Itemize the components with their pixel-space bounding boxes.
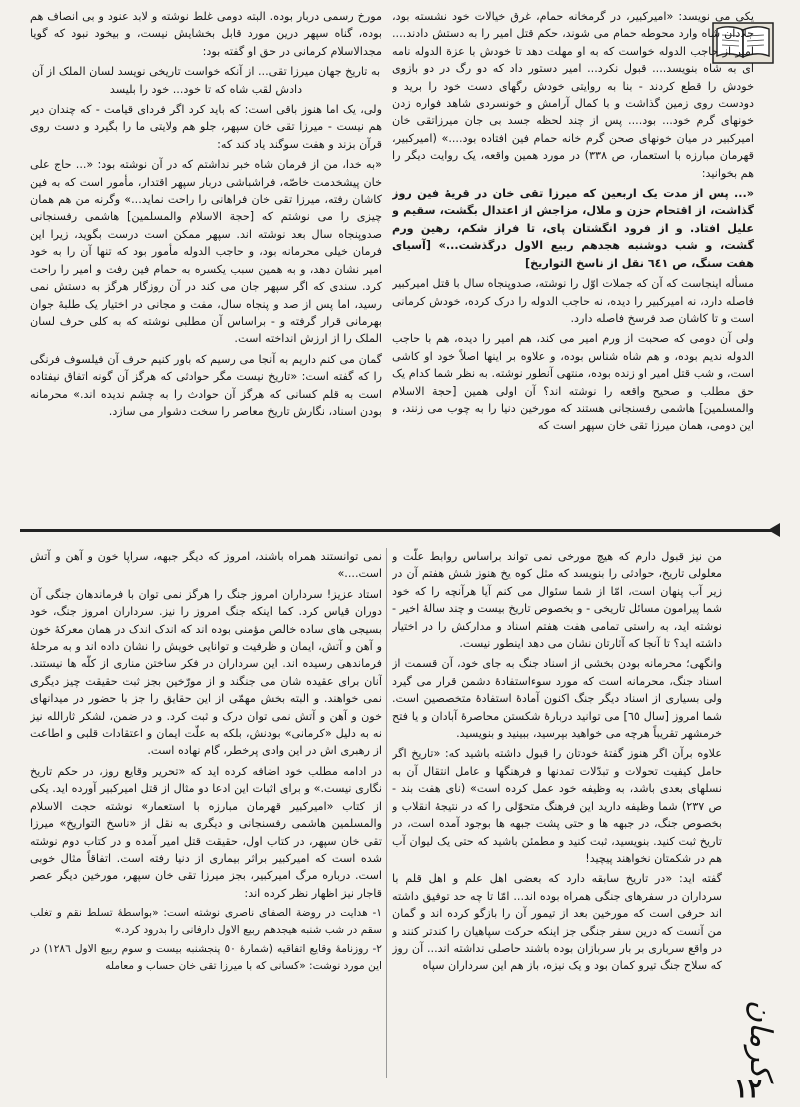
- paragraph: استاد عزیز! سرداران امروز جنگ را هرگز نمی توان با فرماندهان جنگی آن دوران قیاس کرد. کما اینکه جنگ امروز را نیز. سرداران امروز جنگ، خود بسیجی های ساده خالص مؤمنی بوده اند که اندک اندک در همان معرکهٔ خون و آهن و آتش، ایمان و ظرفیت و توانایی خویش را نشان داده اند و به مرحلهٔ فرماندهی رسیده اند. این سرداران در فکر ساختن مناری از کلّه ها نیستند. آنان برای عقیده شان می جنگند و از مورّخین بجز ثبت حقیقت چیز دیگری نمی خواهند. و البته بخش مهمّی از این حقایق را جز با حضور در میدانهای خون و آهن و آتش نمی توان درک و ثبت کرد. و در ضمن، لشکر ثارالله نیز نه به دلیل «کرمانی» بودنش، بلکه به علّت ایمان و اعتقادات قلبی و اطاعت از رهبری اش در این وادی پرخطر، گام نهاده است.: [30, 587, 382, 758]
- paragraph: نمی توانستند همراه باشند، امروز که دیگر جبهه، سراپا خون و آهن و آتش است....»: [30, 550, 382, 581]
- paragraph: وانگهی؛ محرمانه بودن بخشی از اسناد جنگ به جای خود، آن قسمت از اسناد جنگ، محرمانه است که مورد سوءاستفادهٔ دشمن قرار می گیرد ولی بسیاری از اسناد دیگر جنگ اکنون آمادهٔ استفادهٔ متخصصین است. شما امروز [سال ٦٥] می توانید دربارهٔ شکستن محاصرهٔ آبادان و یا فتح خرمشهر تقریباً هرچه می خواهید بپرسید، ببینید و بنویسید.: [392, 657, 722, 741]
- quote-paragraph: «... پس از مدت یک اربعین که میرزا تقی خان در قریهٔ فین روز گذاشت، از اقتحام حزن و ملال، مزاجش از اعتدال بگشت، سقیم و علیل افتاد. و از فرود انگشتان پای، تا فراز شکم، رهین ورم گشت، و شب دوشنبه هجدهم ربیع الاول درگذشت...» [آسیای هفت سنگ، ص ٦٤١ نقل از ناسخ التواریخ]: [392, 187, 754, 270]
- upper-left-column: [30, 8, 382, 523]
- paragraph: یکی می نویسد: «امیرکبیر، در گرمخانه حمام، غرق خیالات خود نشسته بود، جلادان شاه وارد محوطه حمام می شوند، حکم قتل امیر را به دستش دادند.... امیر از حاجب الدوله خواست که به او مهلت دهد تا خودش با عزة الدوله نامه ای به شاه بنویسد.... قبول نکرد... امیر دستور داد که دو رگ در دو بازوی خودش را قطع کردند - بنا به روایتی خودش رگهای دست خود را برید و دودست روی زمین گذاشت و با کمال آرامش و خونسردی شاهد فواره زدن خونهای گرم خود... بود.... پس از چند لحظه جسد بی جان میرزاتقی خان امیرکبیر در میان خونهای صحن گرم خانه حمام فین افتاده بود....» (امیرکبیر، قهرمان مبارزه با استعمار، ص ٣٣٨) در مورد همین واقعه، یک روایت دیگر را هم بخوانید:: [392, 10, 754, 180]
- quote-paragraph: «به خدا، من از فرمان شاه خبر نداشتم که در آن نوشته بود: «... حاج علی خان پیشخدمت خاصّه، فراشباشی دربار سپهر اقتدار، مأمور است که به فین کاشان رفته، میرزا تقی خان فراهانی را راحت نماید...» وگرنه من هم همان چیزی را می نوشتم که [حجة الاسلام والمسلمین] هاشمی رفسنجانی صدوپنجاه سال بعد نوشته اند. سپهر ممکن است درست بگوید، زیرا این فرمان خیلی محرمانه بود، و حاجب الدوله مأمور بود که تنها آن را به خود امیر نشان دهد، و به همین سبب یکسره به حمام فین رفت و امیر را راحت کرد. سندی که اگر سپهر جان می کند در آن روزگار هرگز به دستش نمی رسید، اما پس از صد و پنجاه سال، مفت و مجانی در اختیار یک طلبهٔ جوان بهرمانی قرار گرفته و - براساس آن مطلبی نوشته که به کلی حرف لسان الملک را از ارزش انداخته است.: [30, 158, 382, 346]
- poem: به تاریخ جهان میرزا تقی... از آنکه خواست تاریخی نویسد لسان الملک از آن دادش لقب شاه که تا خود... خود را بلیسد: [31, 65, 381, 96]
- lower-left-column: [30, 548, 382, 1088]
- footnotes: [30, 905, 382, 974]
- divider-arrow-icon: [768, 523, 780, 537]
- footnote: ١- هدایت در روضة الصفای ناصری نوشته است: «بواسطهٔ تسلط نقم و تغلب سقم در شب شنبه هیجدهم ربیع الاول دارفانی را بدرود کرد.»: [30, 907, 382, 936]
- paragraph: علاوه برآن اگر هنوز گفتهٔ خودتان را قبول داشته باشید که: «تاریخ اگر حامل کیفیت تحولات و تبدّلات تمدنها و فرهنگها و عامل انتقال آن به نسلهای بعدی باشد، به وظیفه خود عمل کرده است» (نای هفت بند - ص ٢٣٧) شما وظیفه دارید این فرهنگ متحوّلی را که در نتیجهٔ انقلاب و بخصوص جنگ، در جبهه ها و حتی پشت جبهه ها بوجود آمده است، در تاریخ ثبت کنید. بنویسید، ثبت کنید و مطمئن باشید که حتی یک لیوان آب هم در شکمتان نخواهند پیچید!: [392, 747, 722, 865]
- paragraph: ولی، یک اما هنوز باقی است: که باید کرد اگر فردای قیامت - که چندان دیر هم نیست - میرزا تقی خان سپهر، جلو هم ولایتی ما را بگیرد و دست روی قرآن بزند و هفت سوگند یاد کند که:: [30, 103, 382, 151]
- paragraph: مسأله اینجاست که آن که جملات اوّل را نوشته، صدوپنجاه سال با قتل امیرکبیر فاصله دارد، نه امیرکبیر را دیده، نه حاجب الدوله را درک کرده، خودش کرمانی است و تا کاشان صد فرسخ فاصله دارد.: [392, 277, 754, 325]
- page-number: ١٢: [734, 1074, 762, 1104]
- upper-right-column: [392, 8, 754, 523]
- paragraph: در ادامه مطلب خود اضافه کرده اید که «تحریر وقایع روز، در حکم تاریخ نگاری نیست.» و برای اثبات این ادعا دو مثال از قتل امیرکبیر آورده اید. یکی از کتاب «امیرکبیر قهرمان مبارزه با استعمار» نوشته حجت الاسلام والمسلمین هاشمی رفسنجانی و دیگری به نقل از «ناسخ التواریخ» میرزا تقی خان سپهر، در کتاب اول، حقیقت قتل امیر آمده و در کتاب دوم نوشته شده است که امیرکبیر براثر بیماری از دنیا رفته است. اتفاقاً مثال خوبی است. درباره مرگ امیرکبیر، بجز میرزا تقی خان سپهر، مورخین دیگر عصر قاجار نیز اظهار نظر کرده اند:: [30, 764, 382, 900]
- footnote: ٢- روزنامهٔ وقایع اتفاقیه (شمارهٔ ٥٠ پنجشنبه بیست و سوم ربیع الاول ١٢٨٦) در این مورد نوشت: «کسانی که با میرزا تقی خان حساب و معامله: [30, 943, 382, 972]
- paragraph: گفته اید: «در تاریخ سابقه دارد که بعضی اهل علم و اهل قلم با سرداران در سفرهای جنگی همراه بوده اند... امّا تا چه حد توفیق داشته اند حرفی است که مورخین بعد از تیمور آن را بازگو کرده اند و گمان من آنست که درین سفر جنگی جز اینکه حرکت سپاهیان را کندتر کنند و در واقع سرباری بر بار سربازان بوده باشند حاصلی نداشته اند... آن روز که سلاح جنگ تیرو کمان بود و یک نیزه، باز هم این سرداران سپاه: [392, 872, 722, 973]
- column-gutter: [386, 548, 387, 1078]
- paragraph: مورخ رسمی دربار بوده. البته دومی غلط نوشته و لابد عنود و بی انصاف هم بوده، گناه سپهر درین مورد قابل بخشایش نیست، و بیخود نبود که گویا مجدالاسلام کرمانی در حق او گفته بود:: [30, 10, 382, 58]
- lower-right-column: [392, 548, 722, 1073]
- magazine-logo: کرمان: [743, 1000, 778, 1079]
- paragraph: من نیز قبول دارم که هیچ مورخی نمی تواند براساس روابط علّت و معلولی تاریخ، حوادثی را بنویسد که مثل کوه یخ هنوز شش هفتم آن در زیر آب پنهان است، امّا از شما سئوال می کنم آیا هرآنچه را که خود شما پیرامون مسائل تاریخی - و بخصوص تاریخ بیست و چند سالهٔ اخیر - نوشته اید، به راستی تمامی هفت هفتم اسناد و مدارکش را در اختیار داشته اید؟ تا آنجا که آثارتان نشان می دهد اینطور نیست.: [392, 550, 722, 651]
- section-divider: [20, 529, 780, 532]
- paragraph: ولی آن دومی که صحبت از ورم امیر می کند، هم امیر را دیده، هم با حاجب الدوله ندیم بوده، و هم شاه شناس بوده، و علاوه بر اینها اصلاً خود او کاشی است، و شب قتل امیر او زنده بوده، منتهی آنطور نوشته. به نظر شما کدام یک حق مطلب و صحیح واقعه را نوشته اند؟ آن اولی همین [حجة الاسلام والمسلمین] هاشمی رفسنجانی هستند که مورخین دنیا را به چوب می زنند، و این دومی، همان میرزا تقی خان سپهر است که: [392, 332, 754, 433]
- paragraph: گمان می کنم داریم به آنجا می رسیم که باور کنیم حرف آن فیلسوف فرنگی را که گفته است: «تاریخ نیست مگر حوادثی که هرگز آن گونه اتفاق نیفتاده است به قلم کسانی که هرگز آن حوادث را به چشم ندیده اند.» محرمانه بودن اسناد، نگارش تاریخ معاصر را سخت دشوار می سازد.: [30, 352, 382, 418]
